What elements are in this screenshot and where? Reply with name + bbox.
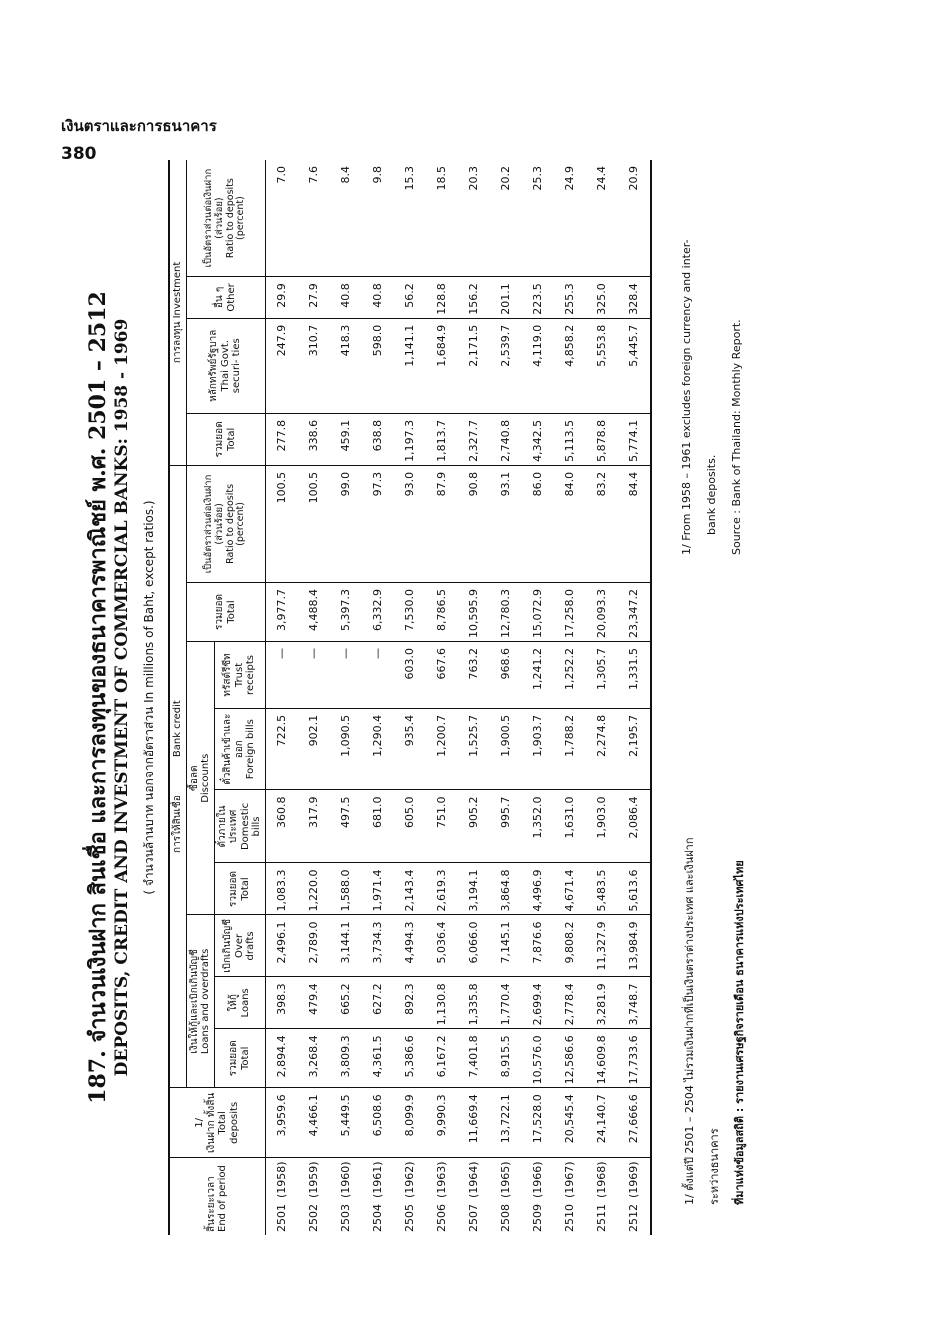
domestic-bills-th: ตั๋วภายในประเทศ	[216, 805, 239, 848]
table-row	[618, 160, 651, 1235]
other-investment-header	[186, 277, 265, 319]
cell-foreign: 1,200.7	[426, 708, 458, 790]
cell-be: 2510	[563, 1204, 576, 1232]
cell-foreign: 1,290.4	[362, 708, 394, 790]
foreign-bills-th: ตั๋วสินค้าเข้าและออก	[222, 713, 245, 785]
cell-trust: —	[265, 641, 298, 708]
cell-foreign: 1,525.7	[458, 708, 490, 790]
cell-other: 325.0	[586, 277, 618, 319]
table-row	[426, 160, 458, 1235]
cell-inv-ratio: 7.6	[298, 160, 330, 277]
cell-be: 2509	[531, 1204, 544, 1232]
cell-be: 2503	[339, 1204, 352, 1232]
cell-ad: (1968)	[595, 1161, 608, 1198]
deposits-header-th: เงินฝาก ทั้งสิ้น	[205, 1092, 217, 1153]
cell-domestic: 605.0	[394, 790, 426, 863]
overdrafts-header	[214, 915, 265, 977]
cell-be: 2507	[467, 1204, 480, 1232]
cell-disc-total: 5,613.6	[618, 863, 651, 915]
cell-domestic: 1,631.0	[554, 790, 586, 863]
table-row	[554, 160, 586, 1235]
cell-lo-total: 3,268.4	[298, 1029, 330, 1088]
cell-deposits: 20,545.4	[554, 1088, 586, 1158]
cell-govt: 1,141.1	[394, 318, 426, 413]
cell-overdrafts: 3,734.3	[362, 915, 394, 977]
footnote-thai-cont: ระหว่างธนาคาร	[708, 1128, 721, 1205]
cell-foreign: 2,195.7	[618, 708, 651, 790]
cell-foreign: 722.5	[265, 708, 298, 790]
footnote-english-cont: bank deposits.	[705, 454, 718, 535]
cell-inv-total: 5,113.5	[554, 413, 586, 465]
deposits-credit-table	[168, 160, 652, 1235]
cell-trust: 1,305.7	[586, 641, 618, 708]
cell-deposits: 4,466.1	[298, 1088, 330, 1158]
cell-lo-total: 4,361.5	[362, 1029, 394, 1088]
cell-deposits: 24,140.7	[586, 1088, 618, 1158]
cell-lo-total: 3,809.3	[330, 1029, 362, 1088]
cell-govt: 1,684.9	[426, 318, 458, 413]
disc-total-en: Total	[239, 877, 251, 901]
cell-overdrafts: 2,496.1	[265, 915, 298, 977]
unit-note: ( จำนวนล้านบาท นอกจากอัตราส่วน In millions of Baht, except ratios.)	[142, 500, 156, 895]
loans-en: Loans	[239, 988, 251, 1018]
cell-be: 2504	[371, 1204, 384, 1232]
cell-disc-total: 3,864.8	[490, 863, 522, 915]
cell-domestic: 2,086.4	[618, 790, 651, 863]
cell-govt: 4,858.2	[554, 318, 586, 413]
cell-disc-total: 3,194.1	[458, 863, 490, 915]
govt-securities-header	[186, 318, 265, 413]
credit-total-header	[186, 583, 265, 642]
trust-receipts-th: ทรัสต์รีซีท	[222, 653, 234, 697]
inv-total-header	[186, 413, 265, 465]
inv-total-th: รวมยอด	[214, 421, 225, 458]
inv-ratio-header	[186, 160, 265, 277]
cell-other: 29.9	[265, 277, 298, 319]
cell-be: 2511	[595, 1204, 608, 1232]
cell-inv-total: 5,774.1	[618, 413, 651, 465]
cell-overdrafts: 3,144.1	[330, 915, 362, 977]
cell-ad: (1965)	[499, 1161, 512, 1198]
cell-be: 2512	[618, 1201, 651, 1235]
cell-credit-ratio: 93.1	[490, 465, 522, 582]
domestic-bills-en: Domestic bills	[239, 802, 262, 851]
cell-credit-total: 3,977.7	[265, 583, 298, 642]
cell-credit-ratio: 83.2	[586, 465, 618, 582]
cell-credit-ratio: 99.0	[330, 465, 362, 582]
cell-credit-total: 5,397.3	[330, 583, 362, 642]
cell-deposits: 27,666.6	[618, 1088, 651, 1158]
cell-lo-total: 5,386.6	[394, 1029, 426, 1088]
cell-lo-total: 2,894.4	[265, 1029, 298, 1088]
inv-ratio-en: Ratio to deposits (percent)	[224, 178, 247, 259]
lo-total-en: Total	[239, 1046, 251, 1070]
table-row	[522, 160, 554, 1235]
period-header	[169, 1158, 265, 1235]
cell-domestic: 905.2	[458, 790, 490, 863]
cell-other: 128.8	[426, 277, 458, 319]
cell-disc-total: 4,496.9	[522, 863, 554, 915]
table-row	[298, 160, 330, 1235]
footnote-thai: 1/ ตั้งแต่ปี 2501 – 2504 ไม่รวมเงินฝากที่เป็นเงินตราต่างประเทศ และเงินฝาก	[683, 837, 696, 1205]
running-head: เงินตราและการธนาคาร	[61, 117, 217, 135]
discounts-th: ซื้อลด	[188, 765, 200, 791]
period-header-th: สิ้นระยะเวลา	[205, 1176, 217, 1232]
cell-deposits: 13,722.1	[490, 1088, 522, 1158]
cell-overdrafts: 6,066.0	[458, 915, 490, 977]
discounts-header	[186, 641, 214, 914]
cell-inv-total: 2,327.7	[458, 413, 490, 465]
cell-domestic: 751.0	[426, 790, 458, 863]
cell-lo-total: 6,167.2	[426, 1029, 458, 1088]
cell-credit-ratio: 87.9	[426, 465, 458, 582]
source-thai: ที่มาแห่งข้อมูลสถิติ : รายงานเศรษฐกิจรายเดือน ธนาคารแห่งประเทศไทย	[733, 860, 746, 1205]
cell-inv-ratio: 15.3	[394, 160, 426, 277]
cell-govt: 2,171.5	[458, 318, 490, 413]
cell-domestic: 1,352.0	[522, 790, 554, 863]
cell-overdrafts: 9,808.2	[554, 915, 586, 977]
cell-credit-total: 7,530.0	[394, 583, 426, 642]
cell-ad: (1961)	[371, 1161, 384, 1198]
cell-foreign: 1,788.2	[554, 708, 586, 790]
cell-foreign: 1,090.5	[330, 708, 362, 790]
cell-credit-total: 4,488.4	[298, 583, 330, 642]
cell-ad: (1963)	[435, 1161, 448, 1198]
govt-securities-en: Thai Govt. securi- ties	[219, 338, 243, 394]
cell-overdrafts: 7,145.1	[490, 915, 522, 977]
cell-trust: 603.0	[394, 641, 426, 708]
table-row	[586, 160, 618, 1235]
cell-inv-ratio: 20.3	[458, 160, 490, 277]
cell-govt: 247.9	[265, 318, 298, 413]
cell-domestic: 317.9	[298, 790, 330, 863]
cell-foreign: 1,900.5	[490, 708, 522, 790]
credit-ratio-en: Ratio to deposits (percent)	[224, 483, 247, 564]
cell-trust: 667.6	[426, 641, 458, 708]
cell-lo-total: 8,915.5	[490, 1029, 522, 1088]
bank-credit-en: Bank credit	[172, 700, 183, 758]
cell-inv-total: 2,740.8	[490, 413, 522, 465]
cell-govt: 4,119.0	[522, 318, 554, 413]
cell-loans: 398.3	[265, 977, 298, 1029]
discounts-en: Discounts	[200, 753, 211, 803]
deposits-footnote-mark: 1/	[194, 1118, 206, 1128]
cell-credit-total: 10,595.9	[458, 583, 490, 642]
table-row	[458, 160, 490, 1235]
disc-total-header	[214, 863, 265, 915]
cell-lo-total: 14,609.8	[586, 1029, 618, 1088]
other-investment-en: Other	[225, 283, 237, 312]
cell-ad: (1962)	[403, 1161, 416, 1198]
cell-credit-ratio: 100.5	[298, 465, 330, 582]
cell-foreign: 935.4	[394, 708, 426, 790]
cell-credit-total: 20,093.3	[586, 583, 618, 642]
cell-inv-total: 4,342.5	[522, 413, 554, 465]
cell-loans: 665.2	[330, 977, 362, 1029]
cell-other: 27.9	[298, 277, 330, 319]
cell-other: 223.5	[522, 277, 554, 319]
cell-loans: 3,281.9	[586, 977, 618, 1029]
inv-ratio-th: เป็นอัตราส่วนต่อเงินฝาก (ส่วนร้อย)	[202, 168, 225, 268]
cell-credit-total: 17,258.0	[554, 583, 586, 642]
govt-securities-th: หลักทรัพย์รัฐบาล	[208, 329, 220, 402]
cell-ad: (1966)	[531, 1161, 544, 1198]
cell-govt: 5,445.7	[618, 318, 651, 413]
cell-overdrafts: 7,876.6	[522, 915, 554, 977]
cell-other: 40.8	[330, 277, 362, 319]
cell-loans: 1,770.4	[490, 977, 522, 1029]
footnote-english: 1/ From 1958 – 1961 excludes foreign currency and inter-	[680, 239, 693, 555]
cell-trust: 1,331.5	[618, 641, 651, 708]
cell-inv-ratio: 24.9	[554, 160, 586, 277]
cell-overdrafts: 11,327.9	[586, 915, 618, 977]
cell-be: 2506	[435, 1204, 448, 1232]
period-header-en: End of period	[217, 1165, 229, 1232]
cell-foreign: 902.1	[298, 708, 330, 790]
cell-lo-total: 17,733.6	[618, 1029, 651, 1088]
cell-deposits: 5,449.5	[330, 1088, 362, 1158]
cell-inv-ratio: 24.4	[586, 160, 618, 277]
cell-loans: 892.3	[394, 977, 426, 1029]
deposits-header-en: Total deposits	[217, 1101, 240, 1144]
cell-domestic: 497.5	[330, 790, 362, 863]
cell-inv-total: 1,197.3	[394, 413, 426, 465]
source-english: Source : Bank of Thailand: Monthly Report.	[730, 319, 743, 555]
cell-inv-total: 459.1	[330, 413, 362, 465]
cell-disc-total: 2,619.3	[426, 863, 458, 915]
cell-deposits: 3,959.6	[265, 1088, 298, 1158]
cell-inv-ratio: 18.5	[426, 160, 458, 277]
cell-foreign: 1,903.7	[522, 708, 554, 790]
table-title-thai: 187. จำนวนเงินฝาก สินเชื่อ และการลงทุนของธนาคารพาณิชย์ พ.ศ. 2501 – 2512	[85, 291, 111, 1104]
credit-ratio-th: เป็นอัตราส่วนต่อเงินฝาก (ส่วนร้อย)	[202, 474, 225, 574]
cell-disc-total: 1,220.0	[298, 863, 330, 915]
cell-ad: (1964)	[467, 1161, 480, 1198]
cell-deposits: 17,528.0	[522, 1088, 554, 1158]
lo-total-header	[214, 1029, 265, 1088]
bank-credit-header	[169, 465, 186, 1087]
cell-credit-ratio: 93.0	[394, 465, 426, 582]
cell-credit-total: 8,786.5	[426, 583, 458, 642]
trust-receipts-header	[214, 641, 265, 708]
cell-trust: 1,241.2	[522, 641, 554, 708]
cell-ad: (1967)	[563, 1161, 576, 1198]
cell-other: 255.3	[554, 277, 586, 319]
cell-be: 2508	[499, 1204, 512, 1232]
cell-other: 328.4	[618, 277, 651, 319]
cell-inv-total: 338.6	[298, 413, 330, 465]
cell-trust: —	[330, 641, 362, 708]
cell-overdrafts: 2,789.0	[298, 915, 330, 977]
cell-foreign: 2,274.8	[586, 708, 618, 790]
table-row	[265, 160, 298, 1235]
cell-inv-ratio: 9.8	[362, 160, 394, 277]
cell-disc-total: 1,083.3	[265, 863, 298, 915]
cell-trust: 763.2	[458, 641, 490, 708]
cell-other: 56.2	[394, 277, 426, 319]
cell-trust: 1,252.2	[554, 641, 586, 708]
rotated-table-page	[60, 160, 830, 1235]
disc-total-th: รวมยอด	[228, 871, 239, 907]
cell-overdrafts: 4,494.3	[394, 915, 426, 977]
cell-disc-total: 2,143.4	[394, 863, 426, 915]
cell-be: 2501	[275, 1204, 288, 1232]
cell-be: 2505	[403, 1204, 416, 1232]
table-title-english: DEPOSITS, CREDIT AND INVESTMENT OF COMMERCIAL BANKS: 1958 - 1969	[112, 318, 132, 1077]
cell-deposits: 11,669.4	[458, 1088, 490, 1158]
cell-inv-total: 277.8	[265, 413, 298, 465]
cell-deposits: 8,099.9	[394, 1088, 426, 1158]
cell-overdrafts: 13,984.9	[618, 915, 651, 977]
cell-loans: 1,130.8	[426, 977, 458, 1029]
cell-credit-total: 15,072.9	[522, 583, 554, 642]
foreign-bills-header	[214, 708, 265, 790]
loans-overdrafts-header	[186, 915, 214, 1088]
cell-ad: (1959)	[307, 1161, 320, 1198]
cell-lo-total: 7,401.8	[458, 1029, 490, 1088]
cell-loans: 3,748.7	[618, 977, 651, 1029]
cell-disc-total: 1,588.0	[330, 863, 362, 915]
cell-loans: 627.2	[362, 977, 394, 1029]
deposits-header	[169, 1088, 265, 1158]
cell-govt: 418.3	[330, 318, 362, 413]
cell-overdrafts: 5,036.4	[426, 915, 458, 977]
cell-credit-ratio: 97.3	[362, 465, 394, 582]
cell-other: 156.2	[458, 277, 490, 319]
cell-ad: (1969)	[618, 1158, 651, 1201]
cell-ad: (1958)	[275, 1161, 288, 1198]
cell-trust: 968.6	[490, 641, 522, 708]
investment-header	[169, 160, 186, 465]
investment-en: Investment	[172, 261, 183, 319]
cell-loans: 2,699.4	[522, 977, 554, 1029]
cell-lo-total: 10,576.0	[522, 1029, 554, 1088]
cell-lo-total: 12,586.6	[554, 1029, 586, 1088]
table-row	[490, 160, 522, 1235]
page-number: 380	[61, 144, 97, 164]
cell-credit-total: 23,347.2	[618, 583, 651, 642]
cell-be: 2502	[307, 1204, 320, 1232]
cell-ad: (1960)	[339, 1161, 352, 1198]
foreign-bills-en: Foreign bills	[245, 719, 257, 780]
cell-govt: 598.0	[362, 318, 394, 413]
cell-disc-total: 1,971.4	[362, 863, 394, 915]
loans-overdrafts-th: เงินให้กู้และเบิกเกินบัญชี	[188, 949, 200, 1054]
domestic-bills-header	[214, 790, 265, 863]
cell-loans: 1,335.8	[458, 977, 490, 1029]
cell-inv-ratio: 25.3	[522, 160, 554, 277]
cell-inv-ratio: 20.2	[490, 160, 522, 277]
cell-inv-total: 638.8	[362, 413, 394, 465]
investment-th: การลงทุน	[172, 321, 183, 364]
table-row	[362, 160, 394, 1235]
cell-other: 201.1	[490, 277, 522, 319]
cell-inv-ratio: 7.0	[265, 160, 298, 277]
loans-th: ให้กู้	[228, 994, 239, 1012]
cell-credit-ratio: 86.0	[522, 465, 554, 582]
cell-other: 40.8	[362, 277, 394, 319]
loans-overdrafts-en: Loans and overdrafts	[200, 948, 211, 1055]
cell-credit-total: 6,332.9	[362, 583, 394, 642]
credit-ratio-header	[186, 465, 265, 582]
cell-inv-total: 5,878.8	[586, 413, 618, 465]
cell-disc-total: 4,671.4	[554, 863, 586, 915]
cell-domestic: 360.8	[265, 790, 298, 863]
cell-inv-total: 1,813.7	[426, 413, 458, 465]
cell-credit-ratio: 84.0	[554, 465, 586, 582]
credit-total-th: รวมยอด	[214, 594, 225, 630]
cell-trust: —	[362, 641, 394, 708]
inv-total-en: Total	[225, 427, 237, 452]
cell-inv-ratio: 20.9	[618, 160, 651, 277]
credit-total-en: Total	[225, 600, 237, 624]
table-row	[394, 160, 426, 1235]
cell-credit-ratio: 90.8	[458, 465, 490, 582]
cell-inv-ratio: 8.4	[330, 160, 362, 277]
bank-credit-th: การให้สินเชื่อ	[172, 795, 183, 853]
cell-trust: —	[298, 641, 330, 708]
cell-govt: 2,539.7	[490, 318, 522, 413]
cell-loans: 2,778.4	[554, 977, 586, 1029]
cell-govt: 5,553.8	[586, 318, 618, 413]
cell-domestic: 1,903.0	[586, 790, 618, 863]
cell-deposits: 6,508.6	[362, 1088, 394, 1158]
loans-header	[214, 977, 265, 1029]
overdrafts-th: เบิกเกินบัญชี	[222, 919, 234, 973]
lo-total-th: รวมยอด	[228, 1040, 239, 1077]
table-row	[330, 160, 362, 1235]
cell-govt: 310.7	[298, 318, 330, 413]
cell-domestic: 995.7	[490, 790, 522, 863]
other-investment-th: อื่น ๆ	[214, 286, 225, 309]
cell-credit-total: 12,780.3	[490, 583, 522, 642]
cell-deposits: 9,990.3	[426, 1088, 458, 1158]
cell-domestic: 681.0	[362, 790, 394, 863]
trust-receipts-en: Trust receipts	[233, 654, 257, 695]
table-body	[265, 160, 651, 1235]
cell-disc-total: 5,483.5	[586, 863, 618, 915]
cell-loans: 479.4	[298, 977, 330, 1029]
overdrafts-en: Over drafts	[233, 931, 257, 961]
cell-credit-ratio: 100.5	[265, 465, 298, 582]
cell-credit-ratio: 84.4	[618, 465, 651, 582]
